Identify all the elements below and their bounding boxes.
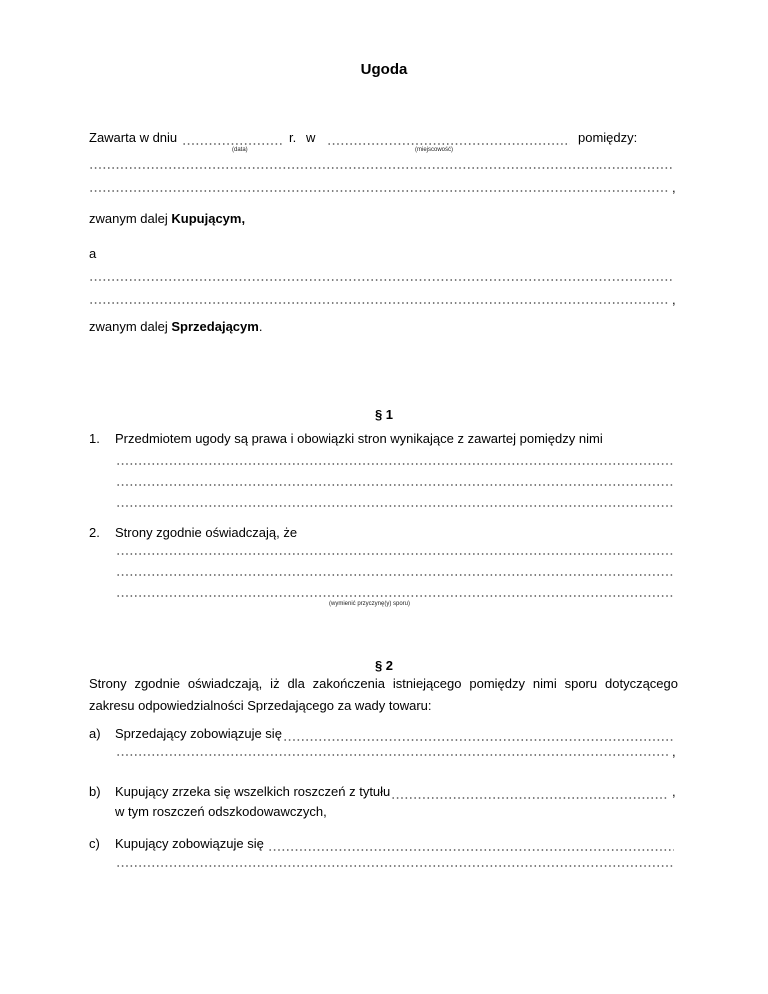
item-2-blank-line-3[interactable] bbox=[116, 594, 674, 598]
item-1-blank-line-2[interactable] bbox=[116, 483, 674, 487]
point-a-blank-line-1[interactable] bbox=[283, 738, 674, 742]
seller-role: Sprzedającym bbox=[171, 319, 259, 334]
seller-designation bbox=[89, 319, 262, 335]
point-a-label: a) bbox=[89, 726, 101, 741]
item-2-number: 2. bbox=[89, 525, 100, 540]
point-c-text: Kupujący zobowiązuje się bbox=[115, 836, 264, 851]
point-c-blank-line-1[interactable] bbox=[268, 848, 674, 852]
section-2-heading: § 2 bbox=[374, 658, 394, 673]
buyer-line-comma: , bbox=[672, 180, 676, 195]
point-b-comma: , bbox=[672, 784, 676, 799]
item-1-blank-line-1[interactable] bbox=[116, 462, 674, 466]
item-2-blank-line-1[interactable] bbox=[116, 552, 674, 556]
section-1-heading: § 1 bbox=[374, 407, 394, 422]
place-hint: (miejscowość) bbox=[415, 147, 454, 153]
place-blank[interactable] bbox=[327, 142, 570, 146]
r-label: r. bbox=[289, 130, 297, 145]
point-a-text: Sprzedający zobowiązuje się bbox=[115, 726, 282, 741]
date-hint: (data) bbox=[232, 147, 248, 153]
item-1-text: Przedmiotem ugody są prawa i obowiązki stron wynikające z zawartej pomiędzy nimi bbox=[115, 431, 603, 446]
section-2-intro-line-2: zakresu odpowiedzialności Sprzedającego za wady towaru: bbox=[89, 698, 432, 713]
seller-blank-line-2[interactable] bbox=[89, 301, 669, 305]
buyer-blank-line-1[interactable] bbox=[89, 166, 674, 170]
date-blank[interactable] bbox=[182, 142, 283, 146]
and-word: a bbox=[89, 246, 97, 261]
item-1-number: 1. bbox=[89, 431, 100, 446]
buyer-designation bbox=[89, 211, 245, 227]
item-2-blank-line-2[interactable] bbox=[116, 573, 674, 577]
point-b-line-2: w tym roszczeń odszkodowawczych, bbox=[115, 804, 327, 819]
point-b-text: Kupujący zrzeka się wszelkich roszczeń z tytułu bbox=[115, 784, 391, 799]
point-a-blank-line-2[interactable] bbox=[116, 753, 669, 757]
seller-blank-line-1[interactable] bbox=[89, 278, 674, 282]
buyer-blank-line-2[interactable] bbox=[89, 189, 669, 193]
date-prefix: Zawarta w dniu bbox=[89, 130, 178, 145]
point-a-comma: , bbox=[672, 744, 676, 759]
seller-prefix: zwanym dalej bbox=[89, 319, 168, 334]
w-label: w bbox=[306, 130, 316, 145]
reason-hint: (wymienić przyczynę(y) sporu) bbox=[329, 601, 411, 607]
point-c-blank-line-2[interactable] bbox=[116, 864, 674, 868]
buyer-role: Kupującym, bbox=[171, 211, 246, 226]
item-1-blank-line-3[interactable] bbox=[116, 504, 674, 508]
buyer-prefix: zwanym dalej bbox=[89, 211, 168, 226]
seller-line-comma: , bbox=[672, 292, 676, 307]
section-2-intro-line-1: Strony zgodnie oświadczają, iż dla zakończenia istniejącego pomiędzy nimi sporu dotyczącego bbox=[89, 676, 678, 691]
seller-suffix: . bbox=[258, 319, 263, 334]
between-label: pomiędzy: bbox=[578, 130, 638, 145]
document-title: Ugoda bbox=[360, 61, 408, 78]
point-c-label: c) bbox=[89, 836, 100, 851]
item-2-text: Strony zgodnie oświadczają, że bbox=[115, 525, 298, 540]
point-b-blank-line[interactable] bbox=[391, 796, 669, 800]
point-b-label: b) bbox=[89, 784, 101, 799]
